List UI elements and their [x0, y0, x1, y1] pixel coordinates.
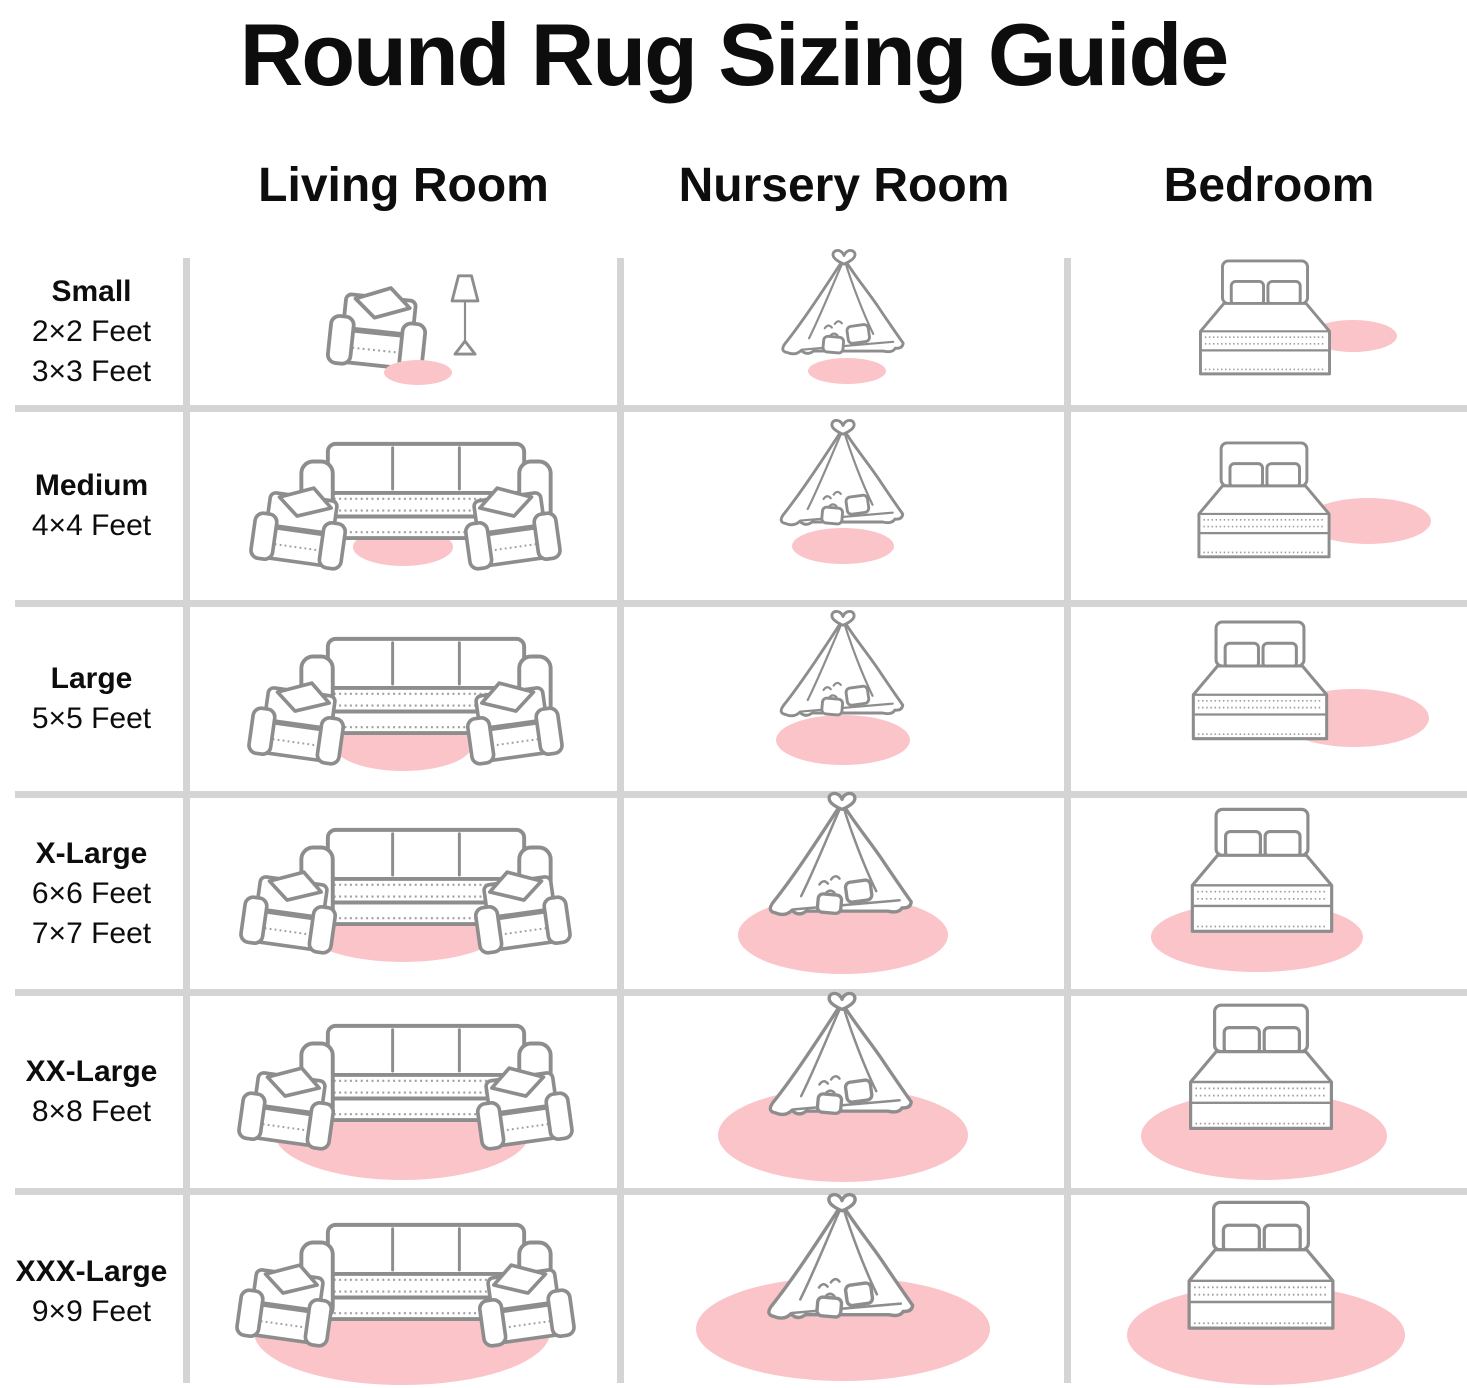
size-name: XXX-Large	[15, 1254, 168, 1288]
size-dimensions: 8×8 Feet	[31, 1095, 152, 1128]
cell-large-living-room	[190, 607, 617, 791]
grid-line-horizontal	[15, 405, 1467, 412]
cell-small-living-room	[190, 258, 617, 405]
size-name: X-Large	[35, 836, 148, 870]
row-label-xx-large	[0, 996, 183, 1188]
cell-xxx-large-bedroom	[1071, 1195, 1467, 1388]
armchair-icon	[457, 670, 569, 774]
armchair-icon	[455, 475, 567, 579]
cell-x-large-bedroom	[1071, 798, 1467, 989]
bed-icon	[1177, 258, 1353, 379]
bed-icon	[1169, 619, 1351, 744]
grid-line-vertical	[183, 258, 190, 1383]
row-label-xxx-large	[0, 1195, 183, 1388]
size-dimensions: 6×6 Feet	[31, 876, 152, 910]
grid-line-horizontal	[15, 791, 1467, 798]
size-name: Medium	[34, 469, 149, 502]
cell-medium-bedroom	[1071, 412, 1467, 600]
row-label-medium	[0, 412, 183, 600]
cell-xxx-large-living-room	[190, 1195, 617, 1388]
floor-lamp-icon	[442, 272, 488, 360]
cell-large-bedroom	[1071, 607, 1467, 791]
play-tent-icon	[760, 414, 926, 540]
cell-medium-nursery-room	[624, 412, 1064, 600]
row-label-x-large	[0, 798, 183, 989]
size-dimensions: 7×7 Feet	[31, 916, 152, 950]
cell-small-bedroom	[1071, 258, 1467, 405]
play-tent-icon	[746, 986, 938, 1132]
play-tent-icon	[762, 244, 926, 369]
column-header-bedroom: Bedroom	[1163, 158, 1375, 212]
column-header-nursery-room: Nursery Room	[678, 158, 1010, 212]
play-tent-icon	[760, 605, 926, 731]
play-tent-icon	[746, 786, 938, 932]
size-dimensions: 9×9 Feet	[31, 1294, 152, 1328]
cell-xx-large-living-room	[190, 996, 617, 1188]
cell-xxx-large-nursery-room	[624, 1195, 1064, 1388]
size-name: XX-Large	[25, 1055, 158, 1088]
cell-medium-living-room	[190, 412, 617, 600]
grid-line-vertical	[617, 258, 624, 1383]
bed-icon	[1163, 1199, 1359, 1334]
armchair-icon	[232, 1055, 344, 1159]
size-dimensions: 2×2 Feet	[31, 314, 152, 348]
armchair-icon	[242, 670, 354, 774]
cell-large-nursery-room	[624, 607, 1064, 791]
grid-line-horizontal	[15, 989, 1467, 996]
row-label-large	[0, 607, 183, 791]
grid-line-horizontal	[15, 600, 1467, 607]
grid-line-horizontal	[15, 1188, 1467, 1195]
armchair-icon	[467, 1055, 579, 1159]
size-dimensions: 5×5 Feet	[31, 702, 152, 735]
column-header-living-room: Living Room	[258, 158, 549, 212]
play-tent-icon	[744, 1187, 940, 1336]
size-dimensions: 3×3 Feet	[31, 354, 152, 388]
grid-line-vertical	[1064, 258, 1071, 1383]
row-label-small	[0, 258, 183, 405]
cell-xx-large-bedroom	[1071, 996, 1467, 1188]
round-rug	[384, 360, 452, 385]
cell-xx-large-nursery-room	[624, 996, 1064, 1188]
size-name: Small	[51, 274, 132, 308]
armchair-icon	[244, 475, 356, 579]
armchair-icon	[465, 859, 577, 963]
size-name: Large	[50, 662, 133, 695]
armchair-icon	[469, 1252, 581, 1356]
size-dimensions: 4×4 Feet	[31, 509, 152, 542]
armchair-icon	[234, 859, 346, 963]
page-title: Round Rug Sizing Guide	[239, 5, 1228, 104]
cell-x-large-nursery-room	[624, 798, 1064, 989]
bed-icon	[1175, 440, 1353, 562]
armchair-icon	[230, 1252, 342, 1356]
bed-icon	[1167, 806, 1357, 937]
bed-icon	[1165, 1002, 1357, 1134]
cell-x-large-living-room	[190, 798, 617, 989]
cell-small-nursery-room	[624, 258, 1064, 405]
